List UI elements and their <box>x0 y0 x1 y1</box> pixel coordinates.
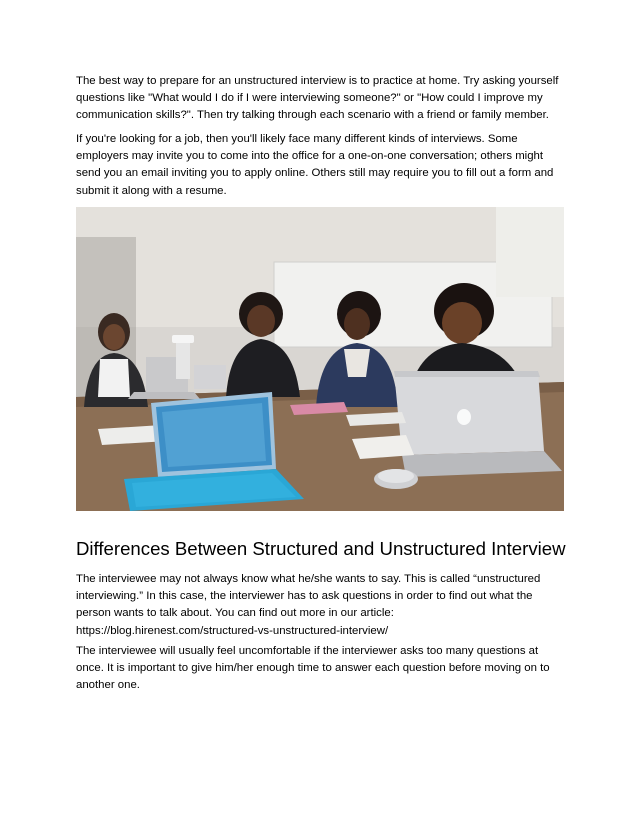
article-link[interactable]: https://blog.hirenest.com/structured-vs-unstructured-interview/ <box>76 624 389 637</box>
intro-paragraph-2: If you're looking for a job, then you'll likely face many different kinds of interviews. Some employers may invite you to come into the office for a one-on-one conversation; others might send you an email inviting you to apply online. Others still may require you to fill out a form and submit it along with a resume. <box>76 133 554 197</box>
intro-paragraph-1: The best way to prepare for an unstructured interview is to practice at home. Try asking yourself questions like "What would I do if I were interviewing someone?" or "How could I improve my communication skills?". Then try talking through each scenario with a friend or family member. <box>76 75 559 122</box>
section-paragraph-2: The interviewee will usually feel uncomfortable if the interviewer asks too many questions at once. It is important to give him/her enough time to answer each question before moving on to another one. <box>76 645 550 692</box>
meeting-photo <box>76 207 564 511</box>
section-heading: Differences Between Structured and Unstructured Interview <box>76 538 566 559</box>
section-paragraph-1 <box>76 571 566 640</box>
section-paragraph-1-text: The interviewee may not always know what he/she wants to say. This is called “unstructured interviewing.” In this case, the interviewer has to ask questions in order to find out what the person wants to talk about. You can find out more in our article: <box>76 573 541 620</box>
